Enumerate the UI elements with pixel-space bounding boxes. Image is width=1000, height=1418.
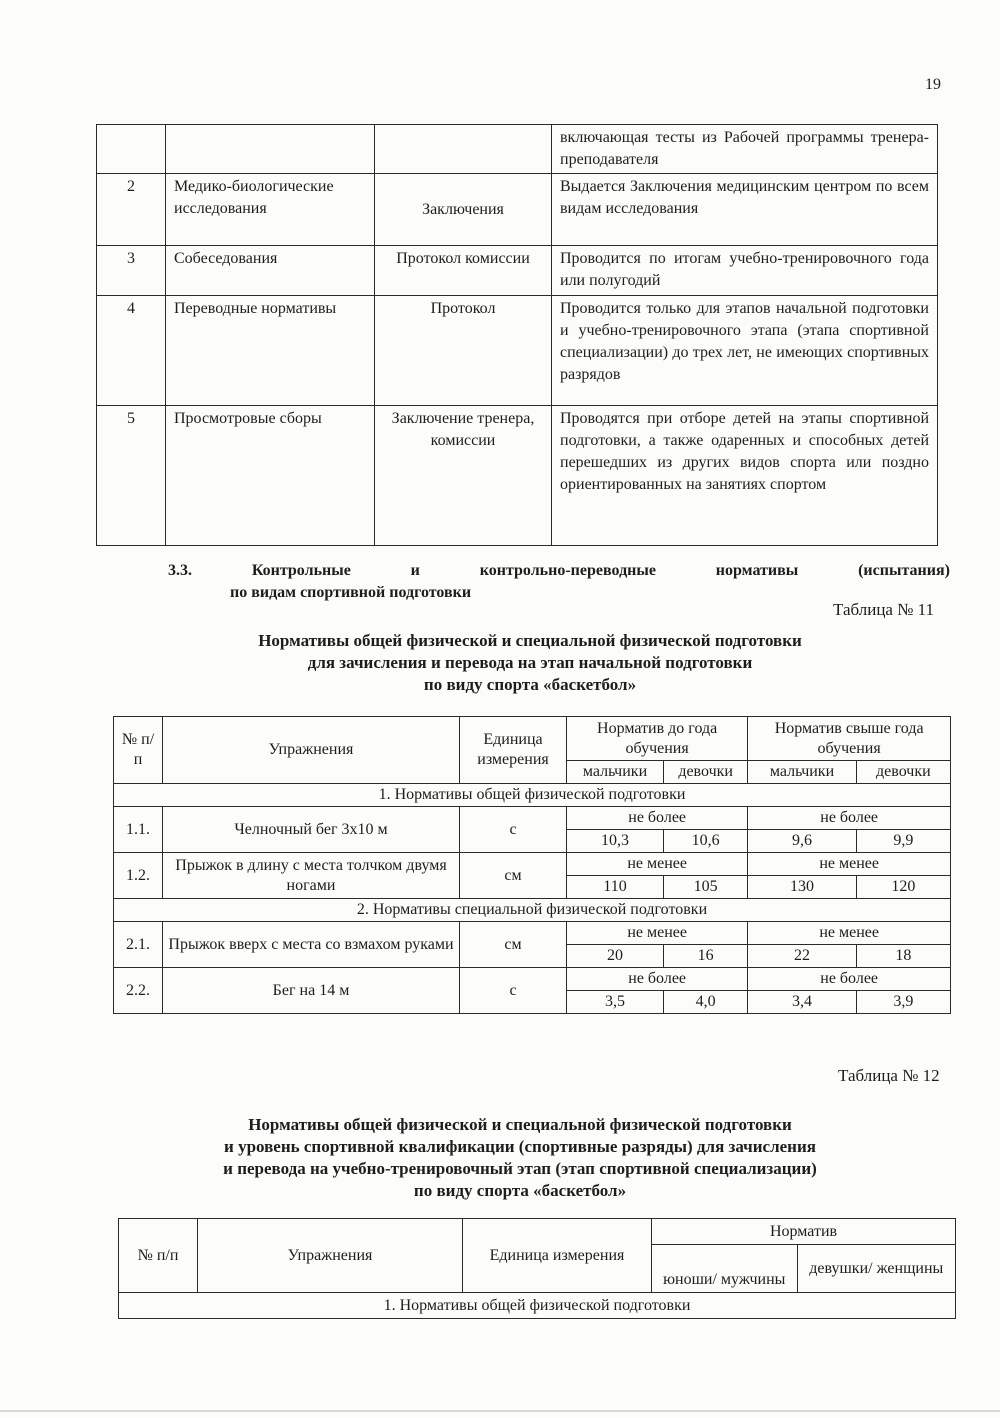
table-row — [114, 968, 951, 991]
title-line: и перевода на учебно-тренировочный этап (этап спортивной специализации) — [223, 1159, 817, 1178]
header-girls: девочки — [664, 761, 748, 784]
heading-word: (испытания) — [858, 562, 950, 579]
header-num: № п/п — [119, 1219, 198, 1293]
table12-label: Таблица № 12 — [838, 1066, 940, 1085]
title-line: по виду спорта «баскетбол» — [423, 675, 637, 694]
table-row — [97, 174, 938, 246]
condition: не менее — [567, 922, 748, 945]
header-num: № п/п — [114, 717, 163, 784]
value-cell: 10,3 — [567, 830, 664, 853]
header-exercise: Упражнения — [198, 1219, 463, 1293]
row-number: 2 — [97, 174, 166, 246]
header-boys: мальчики — [748, 761, 856, 784]
heading-word: Контрольные — [251, 562, 351, 579]
value-cell: 3,4 — [748, 991, 856, 1014]
exercise-name: Прыжок вверх с места со взмахом руками — [163, 922, 460, 968]
title-line: Нормативы общей физической и специальной физической подготовки — [248, 1115, 792, 1134]
section-row — [119, 1293, 956, 1319]
row-number: 3 — [97, 246, 166, 296]
procedure-description: включающая тесты из Рабочей программы тренера-преподавателя — [552, 125, 938, 174]
row-number: 5 — [97, 406, 166, 546]
condition: не менее — [567, 853, 748, 876]
procedure-name: Просмотровые сборы — [166, 406, 375, 546]
procedure-document: Заключение тренера, комиссии — [375, 406, 552, 546]
section-title: 1. Нормативы общей физической подготовки — [114, 784, 951, 807]
condition: не менее — [748, 922, 951, 945]
exercise-name: Челночный бег 3х10 м — [163, 807, 460, 853]
header-exercise: Упражнения — [163, 717, 460, 784]
exercise-name: Бег на 14 м — [163, 968, 460, 1014]
value-cell: 9,9 — [856, 830, 950, 853]
section-heading-line2: по видам спортивной подготовки — [230, 584, 472, 601]
procedure-name: Медико-биологические исследования — [166, 174, 375, 246]
section-title: 1. Нормативы общей физической подготовки — [119, 1293, 956, 1319]
table-row — [97, 406, 938, 546]
table-row — [114, 922, 951, 945]
table12-normatives — [118, 1218, 956, 1319]
value-cell: 120 — [856, 876, 950, 899]
header-girls: девочки — [856, 761, 950, 784]
header-norm: Норматив — [652, 1219, 956, 1245]
section-row — [114, 784, 951, 807]
selection-procedures-table — [96, 124, 938, 546]
header-norm-first-year: Норматив до года обучения — [567, 717, 748, 761]
unit: см — [460, 853, 567, 899]
header-boys: мальчики — [567, 761, 664, 784]
condition: не более — [748, 807, 951, 830]
procedure-name: Переводные нормативы — [166, 296, 375, 406]
table-row — [114, 807, 951, 830]
row-number: 2.1. — [114, 922, 163, 968]
title-line: по виду спорта «баскетбол» — [413, 1181, 627, 1200]
table-row — [97, 296, 938, 406]
header-norm-above-year: Норматив свыше года обучения — [748, 717, 951, 761]
table11-label: Таблица № 11 — [833, 600, 935, 619]
header-unit: Единица измерения — [460, 717, 567, 784]
value-cell: 10,6 — [664, 830, 748, 853]
header-female: девушки/ женщины — [797, 1245, 956, 1293]
value-cell: 110 — [567, 876, 664, 899]
table-row — [114, 853, 951, 876]
condition: не менее — [748, 853, 951, 876]
procedure-document — [375, 125, 552, 174]
heading-word: контрольно-переводные — [479, 562, 656, 579]
table12-title — [90, 1114, 950, 1202]
row-number: 4 — [97, 296, 166, 406]
table-row — [97, 246, 938, 296]
row-number: 2.2. — [114, 968, 163, 1014]
row-number: 1.1. — [114, 807, 163, 853]
header-male: юноши/ мужчины — [652, 1245, 798, 1293]
value-cell: 130 — [748, 876, 856, 899]
section-number: 3.3. — [168, 562, 192, 579]
procedure-document: Протокол — [375, 296, 552, 406]
table-row — [97, 125, 938, 174]
condition: не более — [748, 968, 951, 991]
condition: не более — [567, 968, 748, 991]
title-line: Нормативы общей физической и специальной физической подготовки — [258, 631, 802, 650]
value-cell: 105 — [664, 876, 748, 899]
value-cell: 4,0 — [664, 991, 748, 1014]
row-number: 1.2. — [114, 853, 163, 899]
page-number: 19 — [925, 76, 941, 93]
value-cell: 9,6 — [748, 830, 856, 853]
procedure-description: Проводится только для этапов начальной подготовки и учебно-тренировочного этапа (этапа спортивной специализации) до трех лет, не имеющих спортивных разрядов — [552, 296, 938, 406]
unit: см — [460, 922, 567, 968]
value-cell: 3,9 — [856, 991, 950, 1014]
procedure-document: Заключения — [375, 174, 552, 246]
value-cell: 20 — [567, 945, 664, 968]
value-cell: 22 — [748, 945, 856, 968]
unit: с — [460, 968, 567, 1014]
title-line: для зачисления и перевода на этап начальной подготовки — [307, 653, 753, 672]
section-heading — [168, 560, 950, 604]
header-unit: Единица измерения — [463, 1219, 652, 1293]
title-line: и уровень спортивной квалификации (спортивные разряды) для зачисления — [224, 1137, 816, 1156]
procedure-description: Проводится по итогам учебно-тренировочного года или полугодий — [552, 246, 938, 296]
procedure-description: Выдается Заключения медицинским центром по всем видам исследования — [552, 174, 938, 246]
table11-title — [100, 630, 960, 696]
heading-word: нормативы — [715, 562, 799, 579]
exercise-name: Прыжок в длину с места толчком двумя ногами — [163, 853, 460, 899]
value-cell: 3,5 — [567, 991, 664, 1014]
value-cell: 18 — [856, 945, 950, 968]
table11-normatives — [113, 716, 951, 1014]
header-row — [114, 717, 951, 761]
row-number — [97, 125, 166, 174]
value-cell: 16 — [664, 945, 748, 968]
section-title: 2. Нормативы специальной физической подготовки — [114, 899, 951, 922]
scan-edge — [0, 1410, 1000, 1412]
condition: не более — [567, 807, 748, 830]
procedure-name: Собеседования — [166, 246, 375, 296]
unit: с — [460, 807, 567, 853]
procedure-name — [166, 125, 375, 174]
procedure-document: Протокол комиссии — [375, 246, 552, 296]
header-row — [119, 1219, 956, 1245]
procedure-description: Проводятся при отборе детей на этапы спортивной подготовки, а также одаренных и способных детей перешедших из других видов спорта или поздно ориентированных на занятиях спортом — [552, 406, 938, 546]
section-row — [114, 899, 951, 922]
heading-word: и — [410, 562, 420, 579]
